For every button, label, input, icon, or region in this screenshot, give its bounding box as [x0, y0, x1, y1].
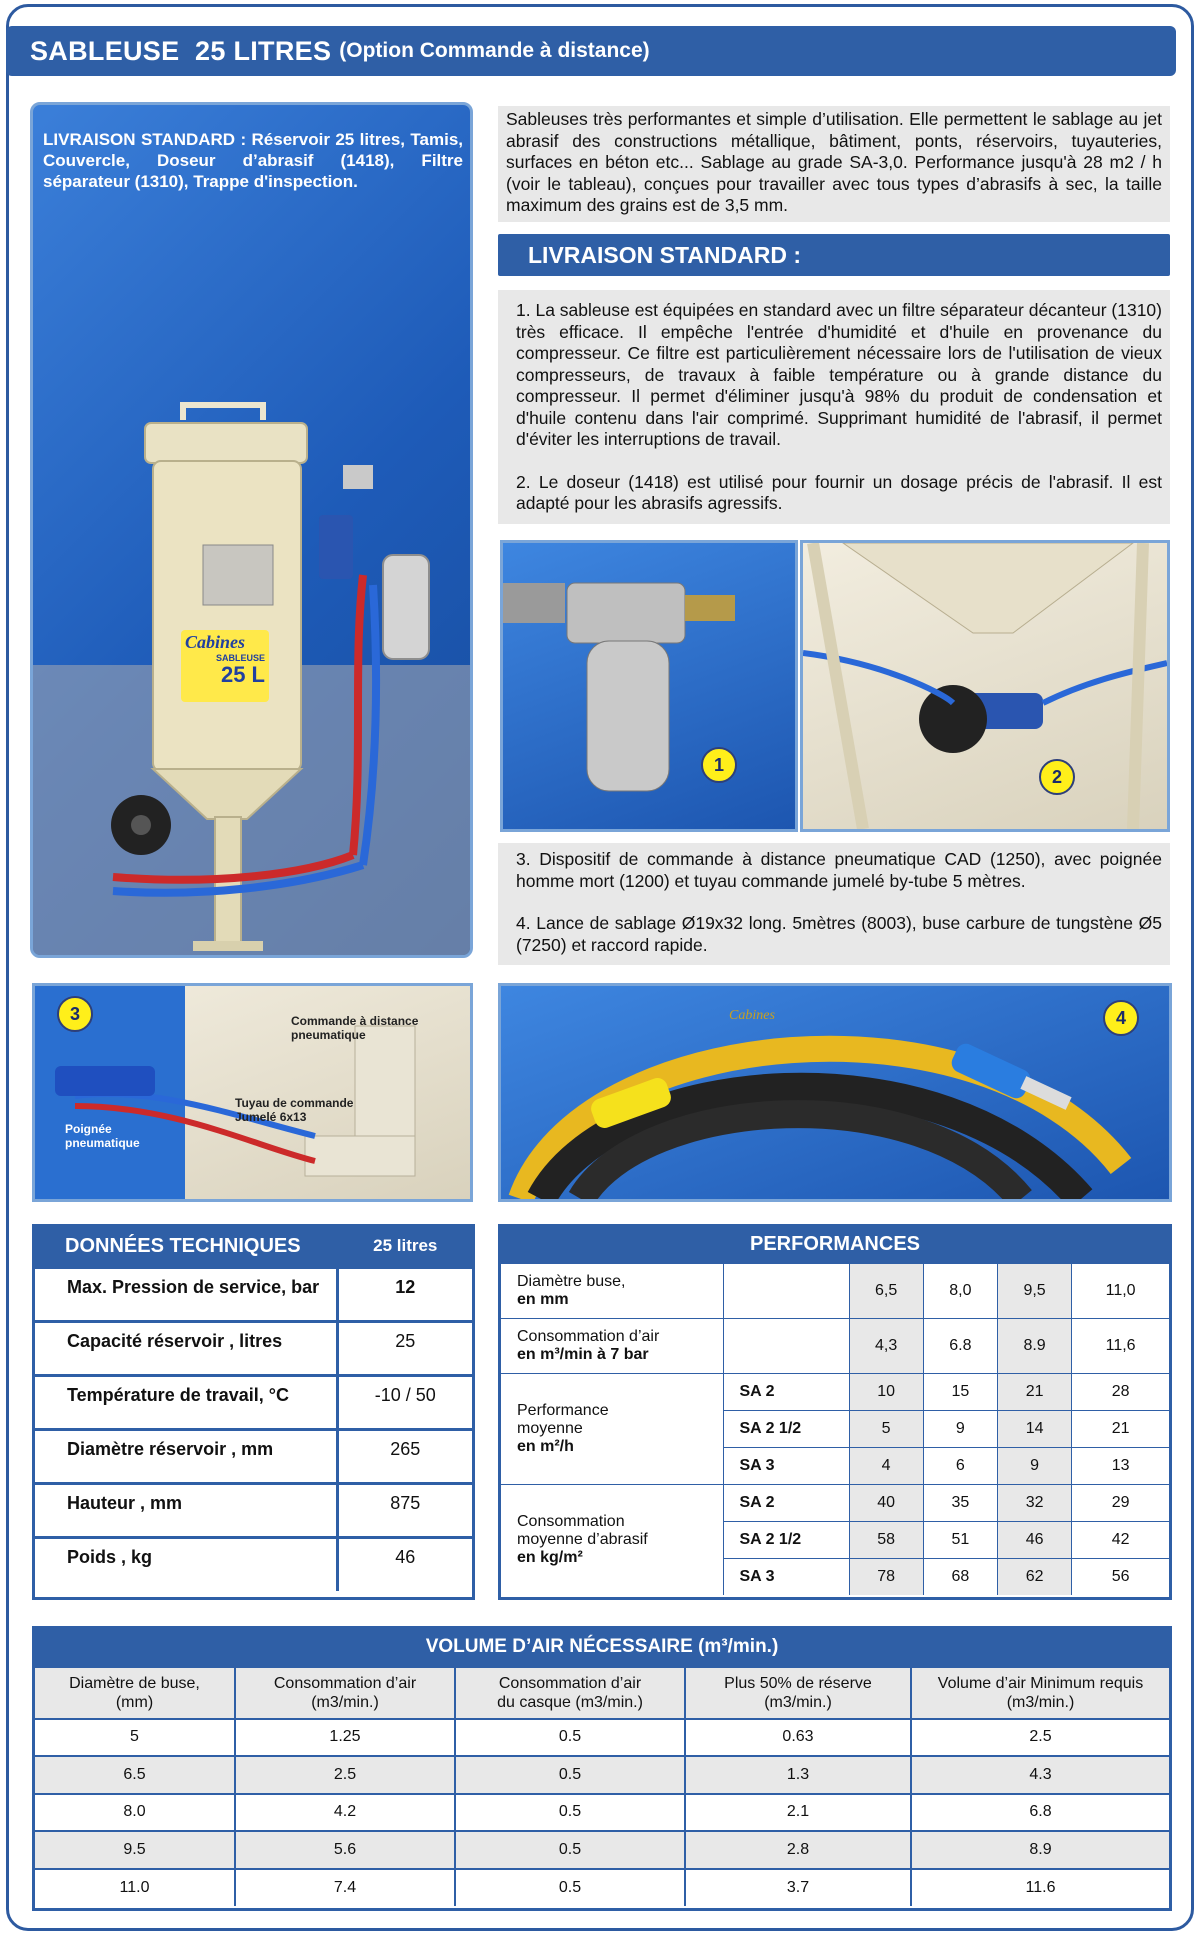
air-cell: 0.5	[455, 1756, 685, 1794]
perf-cell: 10	[849, 1373, 923, 1410]
table-row	[501, 1484, 1169, 1521]
tech-header-value: 25 litres	[337, 1227, 472, 1267]
perf-cell: 8.9	[997, 1318, 1071, 1373]
item-4-text: 4. Lance de sablage Ø19x32 long. 5mètres (8003), buse carbure de tungstène Ø5 (7250) et raccord rapide.	[516, 913, 1162, 955]
table-row	[501, 1263, 1169, 1318]
product-label	[181, 630, 269, 702]
air-cell: 8.9	[911, 1831, 1169, 1869]
table-row	[35, 1267, 472, 1321]
perf-cell: 6	[923, 1447, 997, 1484]
table-row	[35, 1794, 1169, 1832]
hose-illustration	[501, 986, 1169, 1199]
air-cell: 2.5	[911, 1719, 1169, 1757]
intro-panel-text: LIVRAISON STANDARD : Réservoir 25 litres, Tamis, Couvercle, Doseur d’abrasif (1418), Filtre séparateur (1310), Trappe d'inspection.	[43, 130, 463, 191]
perf-cell: 35	[923, 1484, 997, 1521]
perf-cell: 11,6	[1072, 1318, 1169, 1373]
table-row	[35, 1483, 472, 1537]
product-label-size: 25 L	[220, 662, 265, 687]
table-row	[501, 1318, 1169, 1373]
sa-grade: SA 2 1/2	[723, 1410, 849, 1447]
technical-data-table	[32, 1224, 475, 1600]
perf-cell: 68	[923, 1558, 997, 1595]
perf-cell: 78	[849, 1558, 923, 1595]
sa-grade: SA 2	[723, 1484, 849, 1521]
perf-cell: 21	[997, 1373, 1071, 1410]
perf-cons-label: Consommation d’air	[517, 1327, 660, 1345]
table-row	[35, 1375, 472, 1429]
perf-cell: 4,3	[849, 1318, 923, 1373]
tech-header: DONNÉES TECHNIQUES	[35, 1227, 337, 1267]
tech-value: 12	[337, 1267, 472, 1321]
perf-cell: 6,5	[849, 1263, 923, 1318]
air-header: VOLUME D’AIR NÉCESSAIRE (m³/min.)	[35, 1629, 1169, 1667]
tech-key: Diamètre réservoir , mm	[35, 1429, 337, 1483]
page-subtitle: (Option Commande à distance)	[339, 39, 650, 62]
air-col-header: Plus 50% de réserve (m3/min.)	[685, 1667, 911, 1719]
tech-key: Poids , kg	[35, 1537, 337, 1591]
air-col-header: Consommation d’air (m3/min.)	[235, 1667, 455, 1719]
badge-2: 2	[1039, 759, 1075, 795]
air-cell: 3.7	[685, 1869, 911, 1907]
perf-cell: 21	[1072, 1410, 1169, 1447]
perf-cell: 32	[997, 1484, 1071, 1521]
sa-grade: SA 3	[723, 1558, 849, 1595]
tech-key: Température de travail, °C	[35, 1375, 337, 1429]
perf-cons-unit: en m³/min à 7 bar	[517, 1345, 649, 1363]
perf-cell: 9,5	[997, 1263, 1071, 1318]
perf-cell: 46	[997, 1521, 1071, 1558]
table-row	[35, 1869, 1169, 1907]
air-column-headers	[35, 1667, 1169, 1719]
page-title: SABLEUSE 25 LITRES	[30, 35, 332, 66]
product-label-sub: SABLEUSE	[215, 653, 265, 663]
table-row	[35, 1831, 1169, 1869]
air-cell: 7.4	[235, 1869, 455, 1907]
air-cell: 0.5	[455, 1794, 685, 1832]
product-label-brand: Cabines	[185, 632, 246, 652]
perf-cell: 4	[849, 1447, 923, 1484]
item-3-text: 3. Dispositif de commande à distance pneumatique CAD (1250), avec poignée homme mort (1200) et tuyau commande jumelé by-tube 5 mètres.	[516, 849, 1162, 891]
sandblaster-illustration	[33, 105, 470, 955]
air-cell: 11.6	[1025, 1878, 1056, 1896]
perf-cell: 51	[923, 1521, 997, 1558]
table-row	[35, 1429, 472, 1483]
air-cell: 11.0	[35, 1869, 235, 1907]
standard-list-box-2	[498, 843, 1170, 965]
air-cell: 2.1	[685, 1794, 911, 1832]
perf-perf-unit: en m²/h	[517, 1437, 574, 1455]
perf-cell: 15	[923, 1373, 997, 1410]
perf-cell: 6.8	[923, 1318, 997, 1373]
perf-cell: 56	[1111, 1567, 1130, 1585]
table-row	[35, 1321, 472, 1375]
air-cell: 1.3	[685, 1756, 911, 1794]
perf-cell: 9	[997, 1447, 1071, 1484]
tech-value: 25	[337, 1321, 472, 1375]
air-col-header: Volume d’air Minimum requis (m3/min.)	[911, 1667, 1169, 1719]
perf-cell: 8,0	[923, 1263, 997, 1318]
perf-cell: 13	[1072, 1447, 1169, 1484]
item-2-text: 2. Le doseur (1418) est utilisé pour fournir un dosage précis de l'abrasif. Il est adapté pour les abrasifs agressifs.	[516, 471, 1162, 513]
perf-cell: 42	[1072, 1521, 1169, 1558]
table-row	[35, 1537, 472, 1591]
perf-perf-label-1: Performance	[517, 1401, 609, 1419]
air-cell: 2.8	[685, 1831, 911, 1869]
perf-abr-unit: en kg/m²	[517, 1548, 583, 1566]
perf-cell: 11,0	[1072, 1263, 1169, 1318]
tech-value: 875	[337, 1483, 472, 1537]
sa-grade: SA 2 1/2	[723, 1521, 849, 1558]
table-row	[35, 1719, 1169, 1757]
intro-panel	[30, 102, 473, 958]
tech-key: Max. Pression de service, bar	[35, 1267, 337, 1321]
label-handle: Poignée pneumatique	[65, 1122, 140, 1150]
air-cell: 9.5	[35, 1831, 235, 1869]
perf-cell: 28	[1072, 1373, 1169, 1410]
table-row	[35, 1756, 1169, 1794]
badge-3: 3	[57, 996, 93, 1032]
tech-key: Hauteur , mm	[35, 1483, 337, 1537]
badge-1: 1	[701, 747, 737, 783]
hose-brand: Cabines	[729, 1008, 775, 1023]
label-remote: Commande à distance pneumatique	[291, 1014, 419, 1042]
air-cell: 4.2	[235, 1794, 455, 1832]
performances-table	[498, 1224, 1172, 1600]
perf-diam-label: Diamètre buse,	[517, 1272, 626, 1290]
photo-doser	[800, 540, 1170, 832]
perf-perf-label-2: moyenne	[517, 1419, 583, 1437]
air-cell: 4.3	[911, 1756, 1169, 1794]
air-cell: 6.8	[911, 1794, 1169, 1832]
perf-cell: 5	[849, 1410, 923, 1447]
tech-value: 265	[337, 1429, 472, 1483]
sa-grade: SA 3	[723, 1447, 849, 1484]
perf-cell: 40	[849, 1484, 923, 1521]
air-cell: 0.5	[455, 1719, 685, 1757]
perf-cell: 62	[997, 1558, 1071, 1595]
description-text: Sableuses très performantes et simple d’utilisation. Elle permettent le sablage au jet abrasif des constructions métallique, bâtiment, ponts, réservoirs, tuyauteries, surfaces en béton etc... Sablage au grade SA-3,0. Performance jusqu'à 28 m2 / h (voir le tableau), conçues pour travailler avec tous types d’abrasifs à sec, la taille maximum des grains est de 3,5 mm.	[506, 109, 1162, 215]
air-cell: 0.63	[685, 1719, 911, 1757]
air-cell: 0.5	[455, 1869, 685, 1907]
item-1-text: 1. La sableuse est équipées en standard avec un filtre séparateur décanteur (1310) très efficace. Il empêche l'entrée d'humidité et d'huile en provenance du compresseur. Ce filtre est particulièrement nécessaire lors de l'utilisation de vieux compresseurs, de travaux à faible température ou à grande distance du compresseur. Il permet d'éliminer jusqu'à 98% du produit de condensation et d'huile contenu dans l'air comprimé. Supprimant humidité de l'abrasif, il permet d'éviter les interruptions de travail.	[516, 300, 1162, 449]
standard-list-box-1	[498, 290, 1170, 524]
perf-cell: 9	[923, 1410, 997, 1447]
air-col-header: Consommation d’air du casque (m3/min.)	[455, 1667, 685, 1719]
doser-illustration	[803, 543, 1167, 829]
label-hose: Tuyau de commande Jumelé 6x13	[235, 1096, 354, 1124]
air-col-header: Diamètre de buse, (mm)	[35, 1667, 235, 1719]
air-cell: 2.5	[235, 1756, 455, 1794]
section-title: LIVRAISON STANDARD :	[498, 234, 1170, 276]
tech-value: -10 / 50	[337, 1375, 472, 1429]
photo-filter	[500, 540, 798, 832]
sa-grade: SA 2	[723, 1373, 849, 1410]
tech-key: Capacité réservoir , litres	[35, 1321, 337, 1375]
air-cell: 1.25	[235, 1719, 455, 1757]
air-cell: 6.5	[35, 1756, 235, 1794]
perf-cell: 14	[997, 1410, 1071, 1447]
title-bar	[6, 26, 1176, 76]
photo-hose-nozzle	[498, 983, 1172, 1202]
perf-cell: 29	[1072, 1484, 1169, 1521]
badge-4: 4	[1103, 1000, 1139, 1036]
photo-remote-control	[32, 983, 473, 1202]
air-cell: 5	[35, 1719, 235, 1757]
perf-abr-label-2: moyenne d’abrasif	[517, 1530, 648, 1548]
air-cell: 8.0	[35, 1794, 235, 1832]
table-row	[501, 1373, 1169, 1410]
filter-illustration	[503, 543, 795, 829]
air-cell: 5.6	[235, 1831, 455, 1869]
description-box	[498, 106, 1170, 222]
air-volume-table	[32, 1626, 1172, 1911]
perf-cell: 58	[849, 1521, 923, 1558]
perf-diam-unit: en mm	[517, 1290, 569, 1308]
perf-abr-label-1: Consommation	[517, 1512, 625, 1530]
perf-header: PERFORMANCES	[501, 1227, 1169, 1263]
air-cell: 0.5	[455, 1831, 685, 1869]
tech-value: 46	[395, 1546, 416, 1567]
